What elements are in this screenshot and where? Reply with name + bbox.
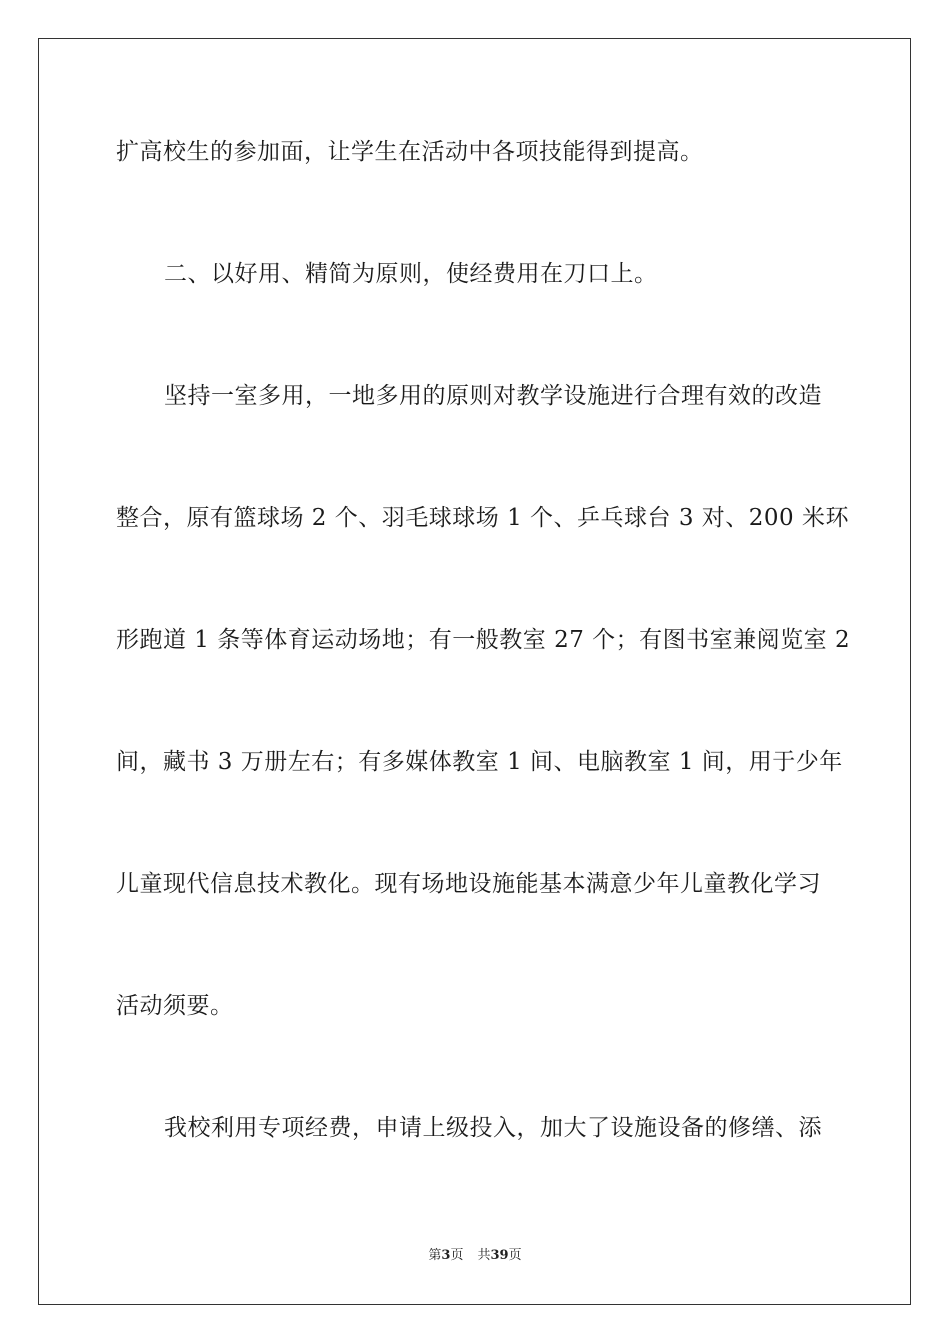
body-line-7: 儿童现代信息技术教化。现有场地设施能基本满意少年儿童教化学习 bbox=[116, 871, 821, 897]
body-line-2-heading: 二、以好用、精简为原则，使经费用在刀口上。 bbox=[164, 261, 658, 287]
page-footer bbox=[0, 1248, 950, 1264]
body-line-1: 扩高校生的参加面，让学生在活动中各项技能得到提高。 bbox=[116, 139, 704, 165]
footer-total-suffix: 页 bbox=[508, 1248, 522, 1263]
footer-page-prefix: 第 bbox=[428, 1248, 442, 1263]
footer-page-total: 39 bbox=[490, 1248, 509, 1263]
body-line-3: 坚持一室多用，一地多用的原则对教学设施进行合理有效的改造 bbox=[164, 383, 822, 409]
body-line-8: 活动须要。 bbox=[116, 993, 234, 1019]
footer-page-current: 3 bbox=[441, 1248, 451, 1263]
body-line-9: 我校利用专项经费，申请上级投入，加大了设施设备的修缮、添 bbox=[164, 1115, 822, 1141]
body-line-6: 间，藏书 3 万册左右；有多媒体教室 1 间、电脑教室 1 间，用于少年 bbox=[116, 749, 843, 775]
footer-total-prefix: 共 bbox=[477, 1248, 491, 1263]
body-line-4: 整合，原有篮球场 2 个、羽毛球球场 1 个、乒乓球台 3 对、200 米环 bbox=[116, 505, 849, 531]
body-line-5: 形跑道 1 条等体育运动场地；有一般教室 27 个；有图书室兼阅览室 2 bbox=[116, 627, 851, 653]
footer-page-suffix: 页 bbox=[450, 1248, 464, 1263]
